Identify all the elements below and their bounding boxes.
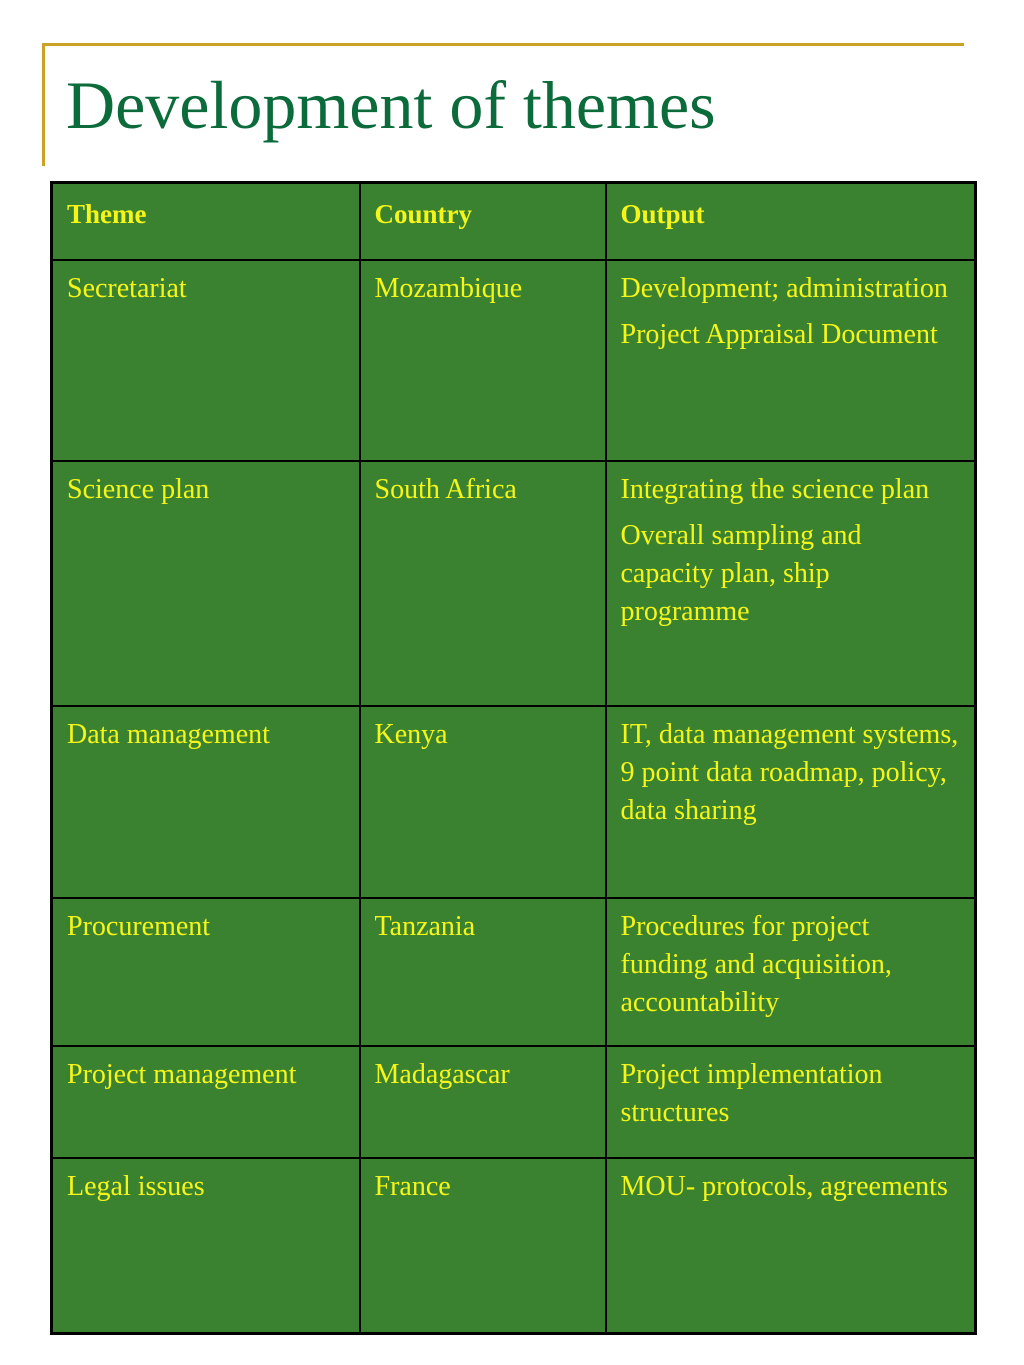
slide-title: Development of themes	[66, 67, 716, 143]
country-cell: Kenya	[360, 706, 606, 898]
table-header-row	[52, 183, 976, 260]
output-cell	[606, 1046, 976, 1158]
country-cell: Tanzania	[360, 898, 606, 1046]
output-cell	[606, 706, 976, 898]
table-row	[52, 260, 976, 461]
theme-cell: Legal issues	[52, 1158, 360, 1334]
theme-cell: Procurement	[52, 898, 360, 1046]
country-cell: Mozambique	[360, 260, 606, 461]
themes-table	[50, 181, 977, 1335]
output-line: Project Appraisal Document	[620, 318, 938, 350]
output-line: IT, data management systems, 9 point data roadmap, policy, data sharing	[620, 718, 959, 826]
output-line: Development; administration	[620, 272, 948, 304]
output-line: Integrating the science plan	[620, 473, 930, 505]
table-row	[52, 1046, 976, 1158]
table-row	[52, 898, 976, 1046]
theme-cell: Data management	[52, 706, 360, 898]
output-line: MOU- protocols, agreements	[620, 1170, 948, 1202]
header-country: Country	[360, 183, 606, 260]
country-cell: Madagascar	[360, 1046, 606, 1158]
output-cell	[606, 260, 976, 461]
country-cell: France	[360, 1158, 606, 1334]
title-accent-line-top	[42, 43, 964, 46]
output-cell	[606, 898, 976, 1046]
table-row	[52, 1158, 976, 1334]
country-cell: South Africa	[360, 461, 606, 706]
title-accent-line-left	[42, 43, 45, 166]
theme-cell: Secretariat	[52, 260, 360, 461]
output-line: Overall sampling and capacity plan, ship programme	[620, 519, 862, 627]
table-row	[52, 461, 976, 706]
table-row	[52, 706, 976, 898]
output-line: Procedures for project funding and acquisition, accountability	[620, 910, 892, 1018]
header-theme: Theme	[52, 183, 360, 260]
output-cell	[606, 1158, 976, 1334]
theme-cell: Project management	[52, 1046, 360, 1158]
header-output: Output	[606, 183, 976, 260]
theme-cell: Science plan	[52, 461, 360, 706]
output-line: Project implementation structures	[620, 1058, 883, 1128]
output-cell	[606, 461, 976, 706]
